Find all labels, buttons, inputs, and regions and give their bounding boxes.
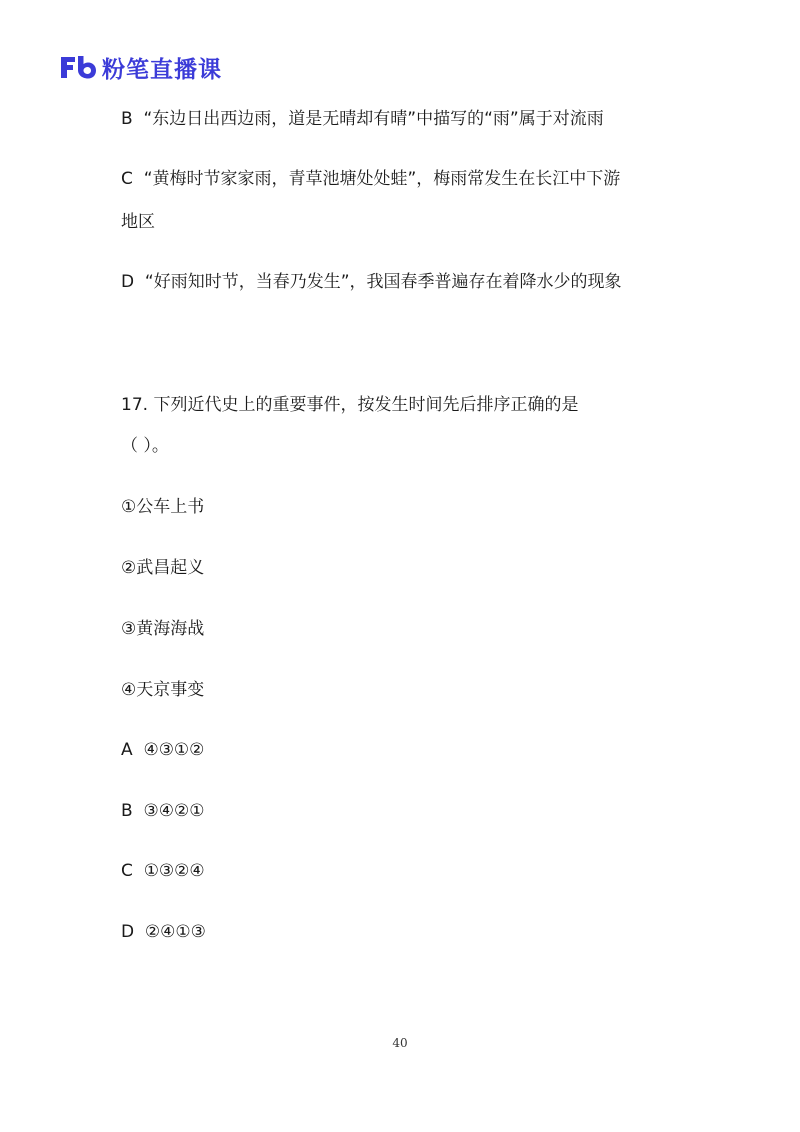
event-item-3: ③黄海海战 xyxy=(121,619,205,639)
question-stem xyxy=(121,393,578,417)
option-text: ③④②① xyxy=(143,801,205,821)
option-c-prev-continuation xyxy=(121,210,155,234)
option-d-prev xyxy=(121,270,622,294)
option-label: B xyxy=(121,109,133,129)
option-label: D xyxy=(121,272,135,292)
option-text: ④③①② xyxy=(143,740,205,760)
question-bracket: （ ）。 xyxy=(121,436,169,456)
page-number: 40 xyxy=(392,1036,408,1050)
option-label: C xyxy=(121,861,133,881)
option-b-prev xyxy=(121,107,604,131)
option-text: “黄梅时节家家雨，青草池塘处处蛙”，梅雨常发生在长江中下游 xyxy=(143,169,621,189)
brand-header xyxy=(58,50,222,84)
event-item-1: ①公车上书 xyxy=(121,497,205,517)
option-text: “东边日出西边雨，道是无晴却有晴”中描写的“雨”属于对流雨 xyxy=(143,109,604,129)
option-label: A xyxy=(121,740,133,760)
event-item-2: ②武昌起义 xyxy=(121,558,205,578)
answer-option-a xyxy=(121,738,204,762)
brand-name: 粉笔直播课 xyxy=(102,56,222,83)
question-text: 下列近代史上的重要事件，按发生时间先后排序正确的是 xyxy=(153,395,579,415)
answer-option-d xyxy=(121,920,206,944)
option-text: “好雨知时节，当春乃发生”，我国春季普遍存在着降水少的现象 xyxy=(144,272,622,292)
option-text-continued: 地区 xyxy=(121,212,155,232)
option-c-prev xyxy=(121,167,620,191)
question-number: 17. xyxy=(121,395,149,415)
fenbi-logo-icon xyxy=(58,53,98,81)
answer-option-b xyxy=(121,799,204,823)
option-label: B xyxy=(121,801,133,821)
option-label: C xyxy=(121,169,133,189)
option-text: ①③②④ xyxy=(143,861,205,881)
event-item-4: ④天京事变 xyxy=(121,680,205,700)
answer-option-c xyxy=(121,859,205,883)
option-label: D xyxy=(121,922,135,942)
option-text: ②④①③ xyxy=(144,922,206,942)
